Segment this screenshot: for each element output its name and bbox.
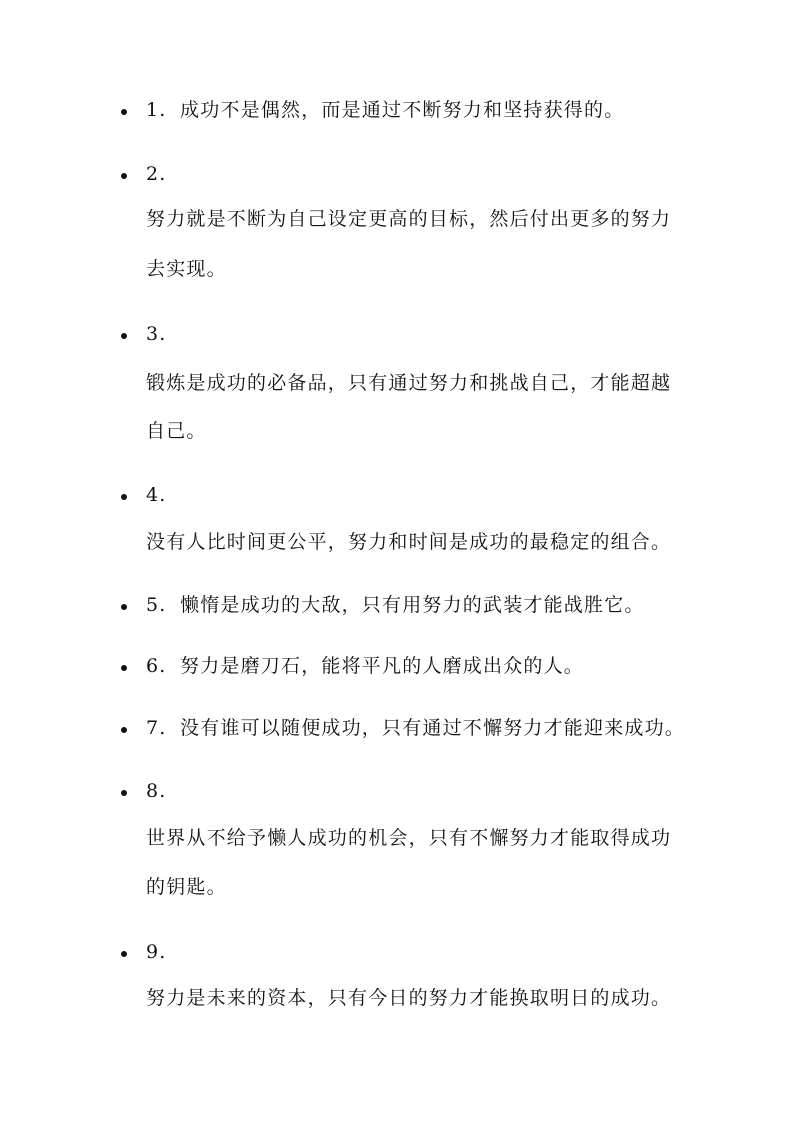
bullet-icon <box>121 951 127 957</box>
list-item-line: 世界从不给予懒人成功的机会，只有不懈努力才能取得成功 <box>146 827 672 849</box>
bullet-icon <box>121 333 127 339</box>
bullet-icon <box>121 173 127 179</box>
list-item-text <box>146 716 685 740</box>
list-item-number: 9. <box>146 941 167 963</box>
bullet-icon <box>121 109 127 115</box>
bullet-icon <box>121 494 127 500</box>
list-item-line: 没有人比时间更公平，努力和时间是成功的最稳定的组合。 <box>146 531 672 553</box>
bullet-icon <box>121 790 127 796</box>
list-item-number: 6. <box>146 655 167 677</box>
list-item-text <box>146 98 624 122</box>
list-item-number: 4. <box>146 484 167 506</box>
list-item-number: 8. <box>146 780 167 802</box>
list-item-line: 努力是未来的资本，只有今日的努力才能换取明日的成功。 <box>146 987 672 1009</box>
list-item-number: 5. <box>146 594 167 616</box>
bullet-icon <box>121 665 127 671</box>
list-item-line: 自己。 <box>146 420 207 442</box>
list-item-line: 去实现。 <box>146 258 227 280</box>
list-item-line: 没有谁可以随便成功，只有通过不懈努力才能迎来成功。 <box>180 717 686 739</box>
list-item-number: 1. <box>146 99 167 121</box>
list-item-line: 的钥匙。 <box>146 876 227 898</box>
bullet-icon <box>121 604 127 610</box>
list-item-text <box>146 593 645 617</box>
list-item-number: 7. <box>146 717 167 739</box>
list-item-line: 努力就是不断为自己设定更高的目标，然后付出更多的努力 <box>146 208 672 230</box>
list-item-line: 懒惰是成功的大敌，只有用努力的武装才能战胜它。 <box>180 594 645 616</box>
list-item-number: 3. <box>146 323 167 345</box>
bullet-icon <box>121 727 127 733</box>
list-item-line: 锻炼是成功的必备品，只有通过努力和挑战自己，才能超越 <box>146 372 672 394</box>
list-item-line: 成功不是偶然，而是通过不断努力和坚持获得的。 <box>180 99 625 121</box>
list-item-number: 2. <box>146 163 167 185</box>
list-item-line: 努力是磨刀石，能将平凡的人磨成出众的人。 <box>180 655 585 677</box>
list-item-text <box>146 654 584 678</box>
